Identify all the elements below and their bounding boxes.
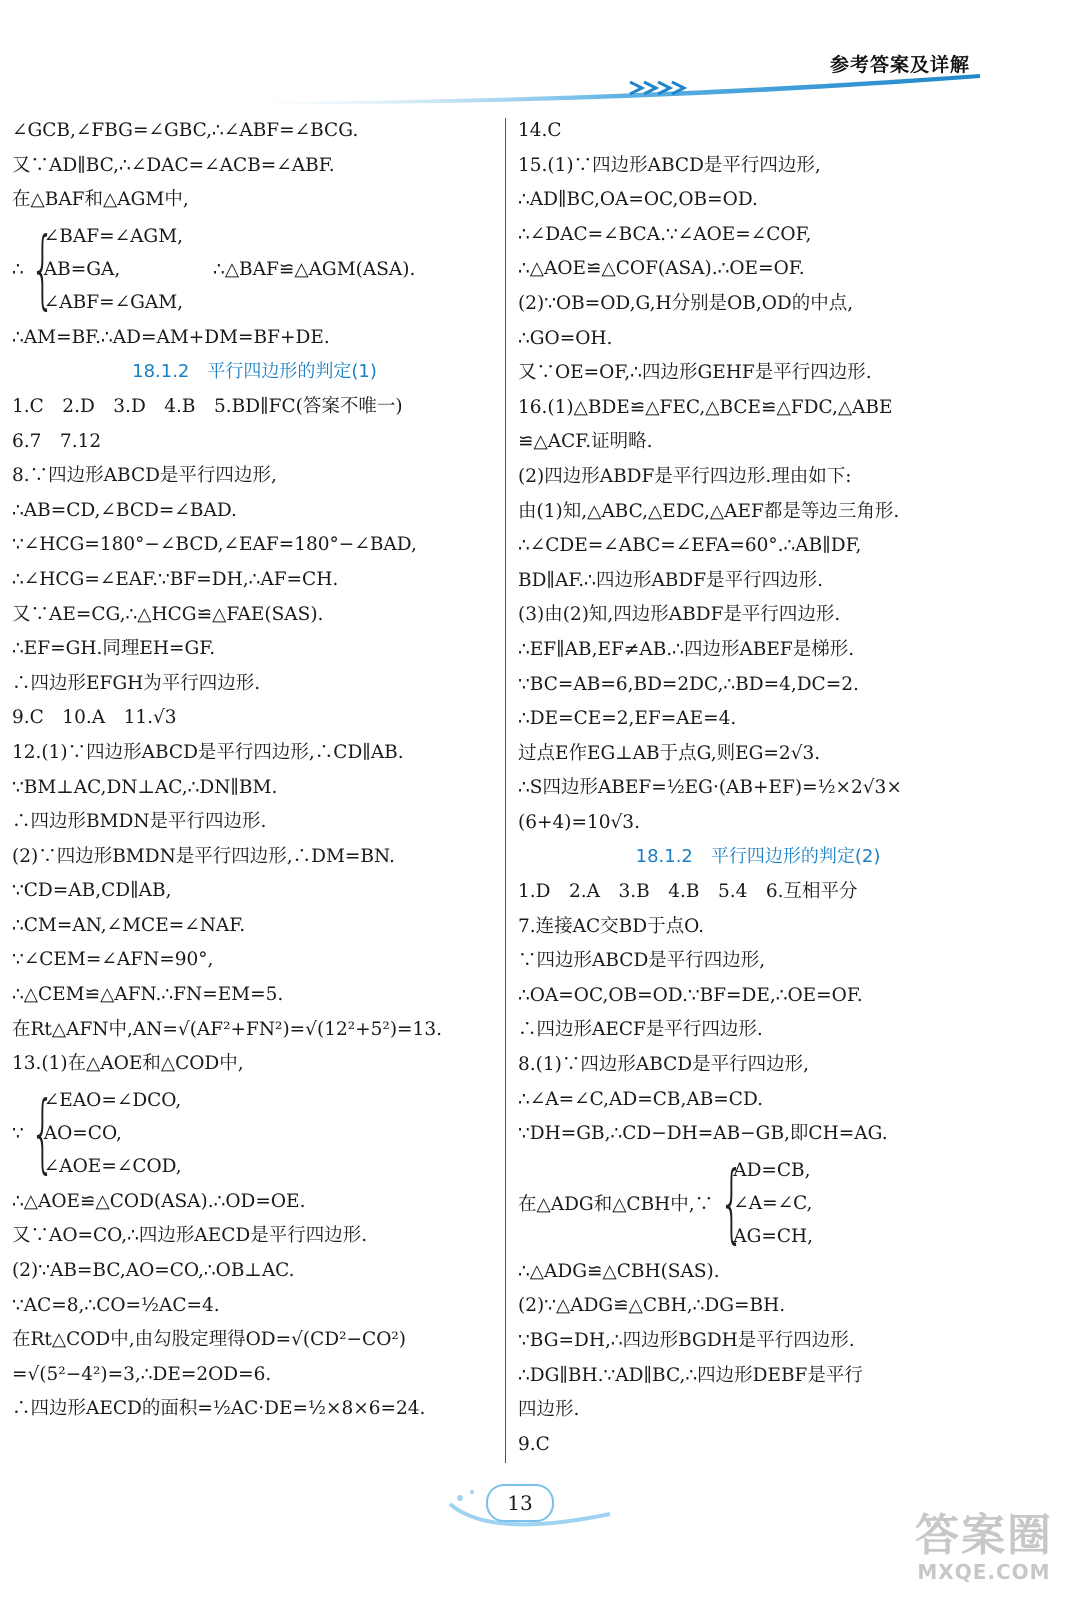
text-line: ∴∠CDE=∠ABC=∠EFA=60°.∴AB∥DF, — [518, 535, 862, 557]
text-line: ∴DE=CE=2,EF=AE=4. — [518, 708, 737, 730]
text-line: ∴S四边形ABEF=½EG·(AB+EF)=½×2√3× — [518, 777, 902, 799]
watermark-logo: 答案圈 — [915, 1510, 1053, 1561]
system-row: ∠A=∠C, — [733, 1192, 813, 1214]
header-title: 参考答案及详解 — [829, 54, 970, 76]
section-heading: 18.1.2 平行四边形的判定(2) — [635, 846, 881, 868]
text-line: 6.7 7.12 — [12, 430, 102, 452]
text-line: 12.(1)∵四边形ABCD是平行四边形,∴CD∥AB. — [12, 741, 404, 763]
text-line: 在Rt△COD中,由勾股定理得OD=√(CD²−CO²) — [12, 1329, 406, 1351]
text-line: ∵∠CEM=∠AFN=90°, — [12, 949, 214, 971]
text-line: ∴四边形EFGH为平行四边形. — [12, 672, 261, 694]
equation-system — [518, 1154, 998, 1253]
left-brace-icon: { — [719, 1153, 745, 1254]
text-line: ∴四边形AECD的面积=½AC·DE=½×8×6=24. — [12, 1398, 426, 1420]
text-line: 14.C — [518, 120, 562, 141]
system-row: ∠EAO=∠DCO, — [43, 1089, 182, 1111]
system-row: AB=GA, — [43, 258, 121, 280]
text-line: 又∵AD∥BC,∴∠DAC=∠ACB=∠ABF. — [12, 154, 335, 176]
text-line: ∵∠HCG=180°−∠BCD,∠EAF=180°−∠BAD, — [12, 534, 417, 556]
text-line: 15.(1)∵四边形ABCD是平行四边形, — [518, 154, 821, 176]
text-line: ∴OA=OC,OB=OD.∵BF=DE,∴OE=OF. — [518, 984, 863, 1006]
text-line: ∴四边形BMDN是平行四边形. — [12, 811, 267, 833]
text-line: (2)∵OB=OD,G,H分别是OB,OD的中点, — [518, 292, 854, 314]
text-line: (2)∵四边形BMDN是平行四边形,∴DM=BN. — [12, 845, 395, 867]
system-lead: ∴ — [12, 258, 24, 280]
text-line: 9.C — [518, 1433, 550, 1455]
text-line: =√(5²−4²)=3,∴DE=2OD=6. — [12, 1363, 272, 1385]
system-lead: ∵ — [12, 1122, 24, 1144]
text-line: ∵BM⊥AC,DN⊥AC,∴DN∥BM. — [12, 776, 278, 798]
system-row: ∠AOE=∠COD, — [43, 1155, 182, 1177]
text-line: 由(1)知,△ABC,△EDC,△AEF都是等边三角形. — [518, 500, 900, 522]
text-line: ∴△AOE≌△COF(ASA).∴OE=OF. — [518, 258, 805, 280]
text-line: (2)四边形ABDF是平行四边形.理由如下: — [518, 465, 852, 487]
text-line: ∴∠HCG=∠EAF.∵BF=DH,∴AF=CH. — [12, 568, 339, 590]
system-row: AG=CH, — [733, 1225, 814, 1247]
text-line: ∴DG∥BH.∵AD∥BC,∴四边形DEBF是平行 — [518, 1364, 863, 1386]
text-line: 13.(1)在△AOE和△COD中, — [12, 1053, 244, 1075]
text-line: 8.∵四边形ABCD是平行四边形, — [12, 465, 277, 487]
text-line: ∴△AOE≌△COD(ASA).∴OD=OE. — [12, 1190, 306, 1212]
system-row: AO=CO, — [43, 1122, 122, 1144]
watermark-url: MXQE.COM — [917, 1560, 1051, 1584]
text-line: 16.(1)△BDE≌△FEC,△BCE≌△FDC,△ABE — [518, 396, 893, 418]
left-brace-icon: { — [30, 1083, 55, 1184]
text-line: ∴AB=CD,∠BCD=∠BAD. — [12, 499, 237, 521]
text-line: 9.C 10.A 11.√3 — [12, 707, 177, 729]
text-line: ∴EF∥AB,EF≠AB.∴四边形ABEF是梯形. — [518, 638, 855, 660]
text-line: 1.D 2.A 3.B 4.B 5.4 6.互相平分 — [518, 881, 858, 903]
section-heading: 18.1.2 平行四边形的判定(1) — [132, 361, 377, 383]
header-decoration — [250, 70, 980, 106]
text-line: ∴∠A=∠C,AD=CB,AB=CD. — [518, 1088, 763, 1110]
text-line: (6+4)=10√3. — [518, 811, 640, 833]
text-line: 又∵AE=CG,∴△HCG≌△FAE(SAS). — [12, 603, 324, 625]
text-line: ∴∠DAC=∠BCA.∵∠AOE=∠COF, — [518, 223, 812, 245]
equation-system — [12, 1084, 497, 1183]
text-line: ∵四边形ABCD是平行四边形, — [518, 950, 766, 972]
text-line: 1.C 2.D 3.D 4.B 5.BD∥FC(答案不唯一) — [12, 395, 403, 417]
text-line: ∴四边形AECF是平行四边形. — [518, 1019, 763, 1041]
text-line: 7.连接AC交BD于点O. — [518, 915, 705, 937]
column-divider — [505, 118, 506, 1463]
text-line: ∠GCB,∠FBG=∠GBC,∴∠ABF=∠BCG. — [12, 120, 359, 141]
system-row: AD=CB, — [733, 1159, 811, 1181]
system-row: ∠ABF=∠GAM, — [43, 291, 184, 313]
text-line: 四边形. — [518, 1399, 580, 1421]
equation-system — [12, 220, 497, 319]
text-line: ∴AM=BF.∴AD=AM+DM=BF+DE. — [12, 326, 330, 348]
text-line: ∵BG=DH,∴四边形BGDH是平行四边形. — [518, 1330, 855, 1351]
text-line: ≌△ACF.证明略. — [518, 431, 653, 453]
text-line: BD∥AF.∴四边形ABDF是平行四边形. — [518, 569, 823, 591]
text-line: ∵CD=AB,CD∥AB, — [12, 880, 172, 902]
text-line: ∵DH=GB,∴CD−DH=AB−GB,即CH=AG. — [518, 1123, 888, 1145]
text-line: ∴AD∥BC,OA=OC,OB=OD. — [518, 189, 758, 211]
left-brace-icon: { — [30, 219, 55, 320]
text-line: ∴△ADG≌△CBH(SAS). — [518, 1260, 720, 1282]
page-number: 13 — [486, 1484, 554, 1522]
text-line: ∴△CEM≌△AFN.∴FN=EM=5. — [12, 984, 284, 1006]
watermark — [904, 1512, 1064, 1592]
system-row: ∠BAF=∠AGM, — [43, 225, 184, 247]
text-line: (2)∵△ADG≌△CBH,∴DG=BH. — [518, 1295, 786, 1317]
text-line: (3)由(2)知,四边形ABDF是平行四边形. — [518, 604, 841, 626]
text-line: 又∵AO=CO,∴四边形AECD是平行四边形. — [12, 1225, 368, 1247]
text-line: ∵BC=AB=6,BD=2DC,∴BD=4,DC=2. — [518, 673, 859, 695]
text-line: ∴GO=OH. — [518, 327, 613, 349]
text-line: (2)∵AB=BC,AO=CO,∴OB⊥AC. — [12, 1260, 295, 1282]
right-column — [518, 114, 998, 1462]
text-line: ∴CM=AN,∠MCE=∠NAF. — [12, 914, 246, 936]
left-column — [12, 114, 497, 1427]
text-line: 在Rt△AFN中,AN=√(AF²+FN²)=√(12²+5²)=13. — [12, 1018, 442, 1040]
system-lead: 在△ADG和△CBH中,∵ — [518, 1194, 714, 1216]
text-line: ∴EF=GH.同理EH=GF. — [12, 638, 216, 660]
text-line: 在△BAF和△AGM中, — [12, 189, 189, 211]
text-line: ∵AC=8,∴CO=½AC=4. — [12, 1294, 220, 1316]
text-line: 8.(1)∵四边形ABCD是平行四边形, — [518, 1054, 810, 1076]
system-conclusion: ∴△BAF≌△AGM(ASA). — [213, 258, 416, 280]
text-line: 过点E作EG⊥AB于点G,则EG=2√3. — [518, 742, 821, 764]
text-line: 又∵OE=OF,∴四边形GEHF是平行四边形. — [518, 362, 872, 384]
